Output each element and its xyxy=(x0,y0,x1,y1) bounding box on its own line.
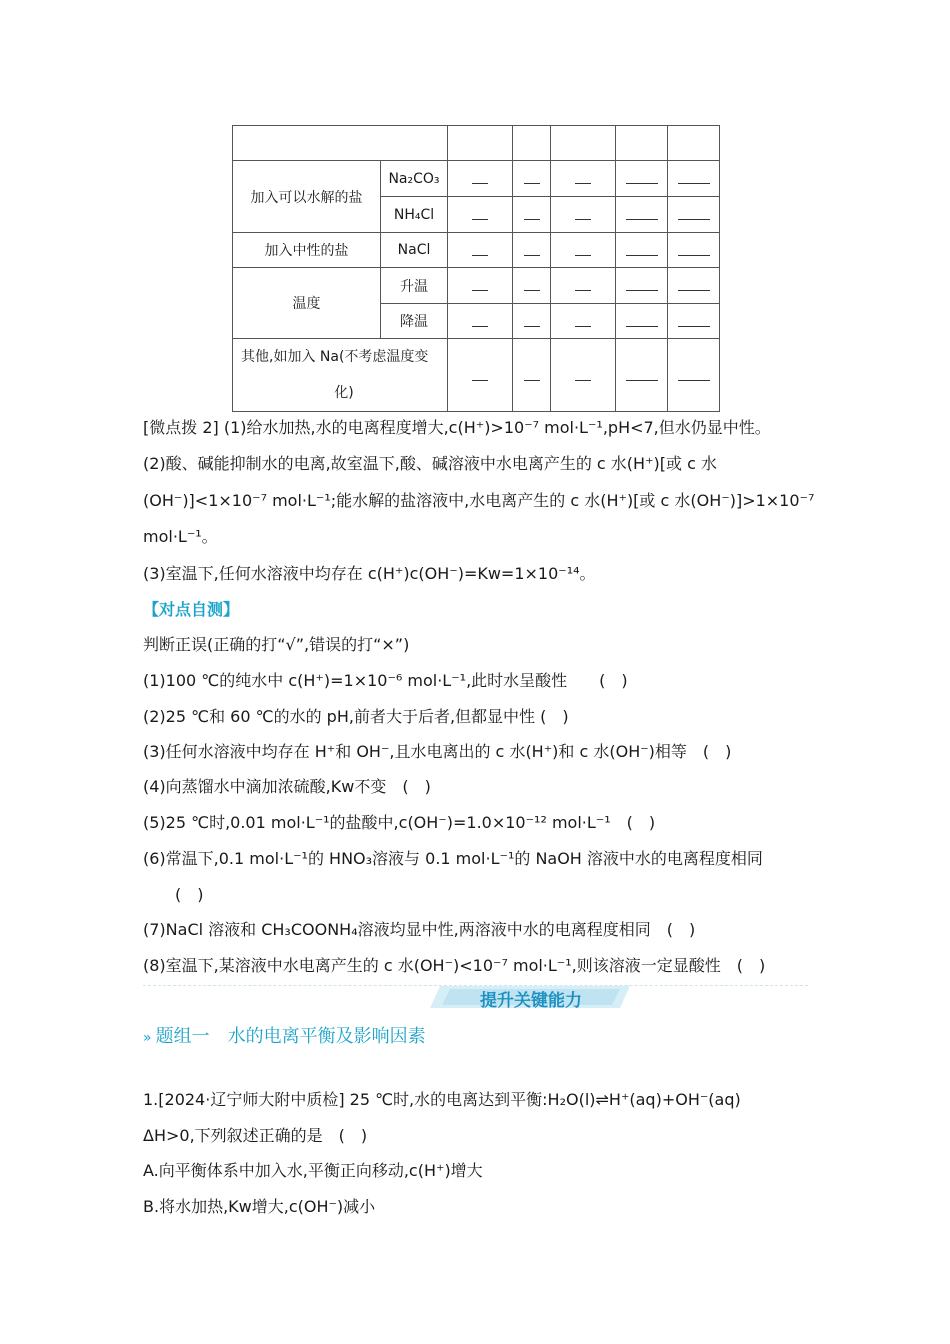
blank-cell xyxy=(513,197,551,233)
blank-cell xyxy=(668,233,720,268)
question-stem: ΔH>0,下列叙述正确的是 ( ) xyxy=(143,1126,368,1145)
self-test-item: (6)常温下,0.1 mol·L⁻¹的 HNO₃溶液与 0.1 mol·L⁻¹的 NaOH 溶液中水的电离程度相同 xyxy=(143,849,763,868)
row-group-label xyxy=(233,339,448,412)
other-line-1: 其他,如加入 Na(不考虑温度变 xyxy=(241,349,429,365)
note-line: [微点拨 2] (1)给水加热,水的电离程度增大,c(H⁺)>10⁻⁷ mol·L⁻¹,pH<7,但水仍显中性。 xyxy=(143,418,771,437)
note-line: (2)酸、碱能抑制水的电离,故室温下,酸、碱溶液中水电离产生的 c 水(H⁺)[或 c 水 xyxy=(143,454,717,473)
blank-cell xyxy=(551,268,616,304)
blank-cell xyxy=(448,197,513,233)
note-line: mol·L⁻¹。 xyxy=(143,527,218,546)
blank-cell xyxy=(616,339,668,412)
header-cell xyxy=(448,126,513,161)
blank-cell xyxy=(448,233,513,268)
header-cell xyxy=(513,126,551,161)
blank-cell xyxy=(513,339,551,412)
blank-cell xyxy=(513,304,551,339)
blank-cell xyxy=(616,161,668,197)
banner-title: 提升关键能力 xyxy=(480,991,582,1011)
blank-cell xyxy=(668,197,720,233)
section-heading xyxy=(143,1022,426,1048)
blank-cell xyxy=(668,268,720,304)
question-stem: 1.[2024·辽宁师大附中质检] 25 ℃时,水的电离达到平衡:H₂O(l)⇌H⁺(aq)+OH⁻(aq) xyxy=(143,1090,741,1109)
blank-cell xyxy=(448,268,513,304)
header-cell xyxy=(616,126,668,161)
self-test-item: ( ) xyxy=(175,885,204,904)
row-item-label: NaCl xyxy=(381,233,448,268)
blank-cell xyxy=(448,161,513,197)
blank-cell xyxy=(448,304,513,339)
row-item-label: 升温 xyxy=(381,268,448,304)
row-group-label: 温度 xyxy=(233,268,381,339)
blank-cell xyxy=(551,197,616,233)
blank-cell xyxy=(513,161,551,197)
blank-cell xyxy=(668,339,720,412)
blank-cell xyxy=(616,268,668,304)
note-line: (3)室温下,任何水溶液中均存在 c(H⁺)c(OH⁻)=Kw=1×10⁻¹⁴。 xyxy=(143,564,596,583)
blank-cell xyxy=(513,268,551,304)
self-test-heading: 【对点自测】 xyxy=(143,600,240,619)
header-cell xyxy=(233,126,448,161)
ionization-table xyxy=(232,125,720,412)
header-cell xyxy=(551,126,616,161)
row-group-label: 加入中性的盐 xyxy=(233,233,381,268)
self-test-intro: 判断正误(正确的打“√”,错误的打“×”) xyxy=(143,635,410,654)
blank-cell xyxy=(616,197,668,233)
blank-cell xyxy=(551,161,616,197)
section-title: 题组一 水的电离平衡及影响因素 xyxy=(155,1026,426,1047)
note-line: (OH⁻)]<1×10⁻⁷ mol·L⁻¹;能水解的盐溶液中,水电离产生的 c 水(H⁺)[或 c 水(OH⁻)]>1×10⁻⁷ xyxy=(143,491,815,510)
blank-cell xyxy=(616,233,668,268)
row-item-label: NH₄Cl xyxy=(381,197,448,233)
option-b: B.将水加热,Kw增大,c(OH⁻)减小 xyxy=(143,1197,376,1216)
blank-cell xyxy=(668,161,720,197)
self-test-item: (1)100 ℃的纯水中 c(H⁺)=1×10⁻⁶ mol·L⁻¹,此时水呈酸性 ( ) xyxy=(143,671,628,690)
header-cell xyxy=(668,126,720,161)
blank-cell xyxy=(551,339,616,412)
double-chevron-icon: » xyxy=(143,1030,152,1046)
blank-cell xyxy=(513,233,551,268)
row-item-label: Na₂CO₃ xyxy=(381,161,448,197)
row-item-label: 降温 xyxy=(381,304,448,339)
other-line-2: 化) xyxy=(334,385,354,401)
blank-cell xyxy=(448,339,513,412)
self-test-item: (3)任何水溶液中均存在 H⁺和 OH⁻,且水电离出的 c 水(H⁺)和 c 水(OH⁻)相等 ( ) xyxy=(143,742,732,761)
blank-cell xyxy=(551,304,616,339)
option-a: A.向平衡体系中加入水,平衡正向移动,c(H⁺)增大 xyxy=(143,1161,483,1180)
blank-cell xyxy=(551,233,616,268)
self-test-item: (4)向蒸馏水中滴加浓硫酸,Kw不变 ( ) xyxy=(143,777,431,796)
self-test-item: (8)室温下,某溶液中水电离产生的 c 水(OH⁻)<10⁻⁷ mol·L⁻¹,则该溶液一定显酸性 ( ) xyxy=(143,956,766,975)
blank-cell xyxy=(668,304,720,339)
row-group-label: 加入可以水解的盐 xyxy=(233,161,381,233)
blank-cell xyxy=(616,304,668,339)
self-test-item: (2)25 ℃和 60 ℃的水的 pH,前者大于后者,但都显中性 ( ) xyxy=(143,707,569,726)
self-test-item: (7)NaCl 溶液和 CH₃COONH₄溶液均显中性,两溶液中水的电离程度相同 ( ) xyxy=(143,920,696,939)
self-test-item: (5)25 ℃时,0.01 mol·L⁻¹的盐酸中,c(OH⁻)=1.0×10⁻¹² mol·L⁻¹ ( ) xyxy=(143,813,656,832)
